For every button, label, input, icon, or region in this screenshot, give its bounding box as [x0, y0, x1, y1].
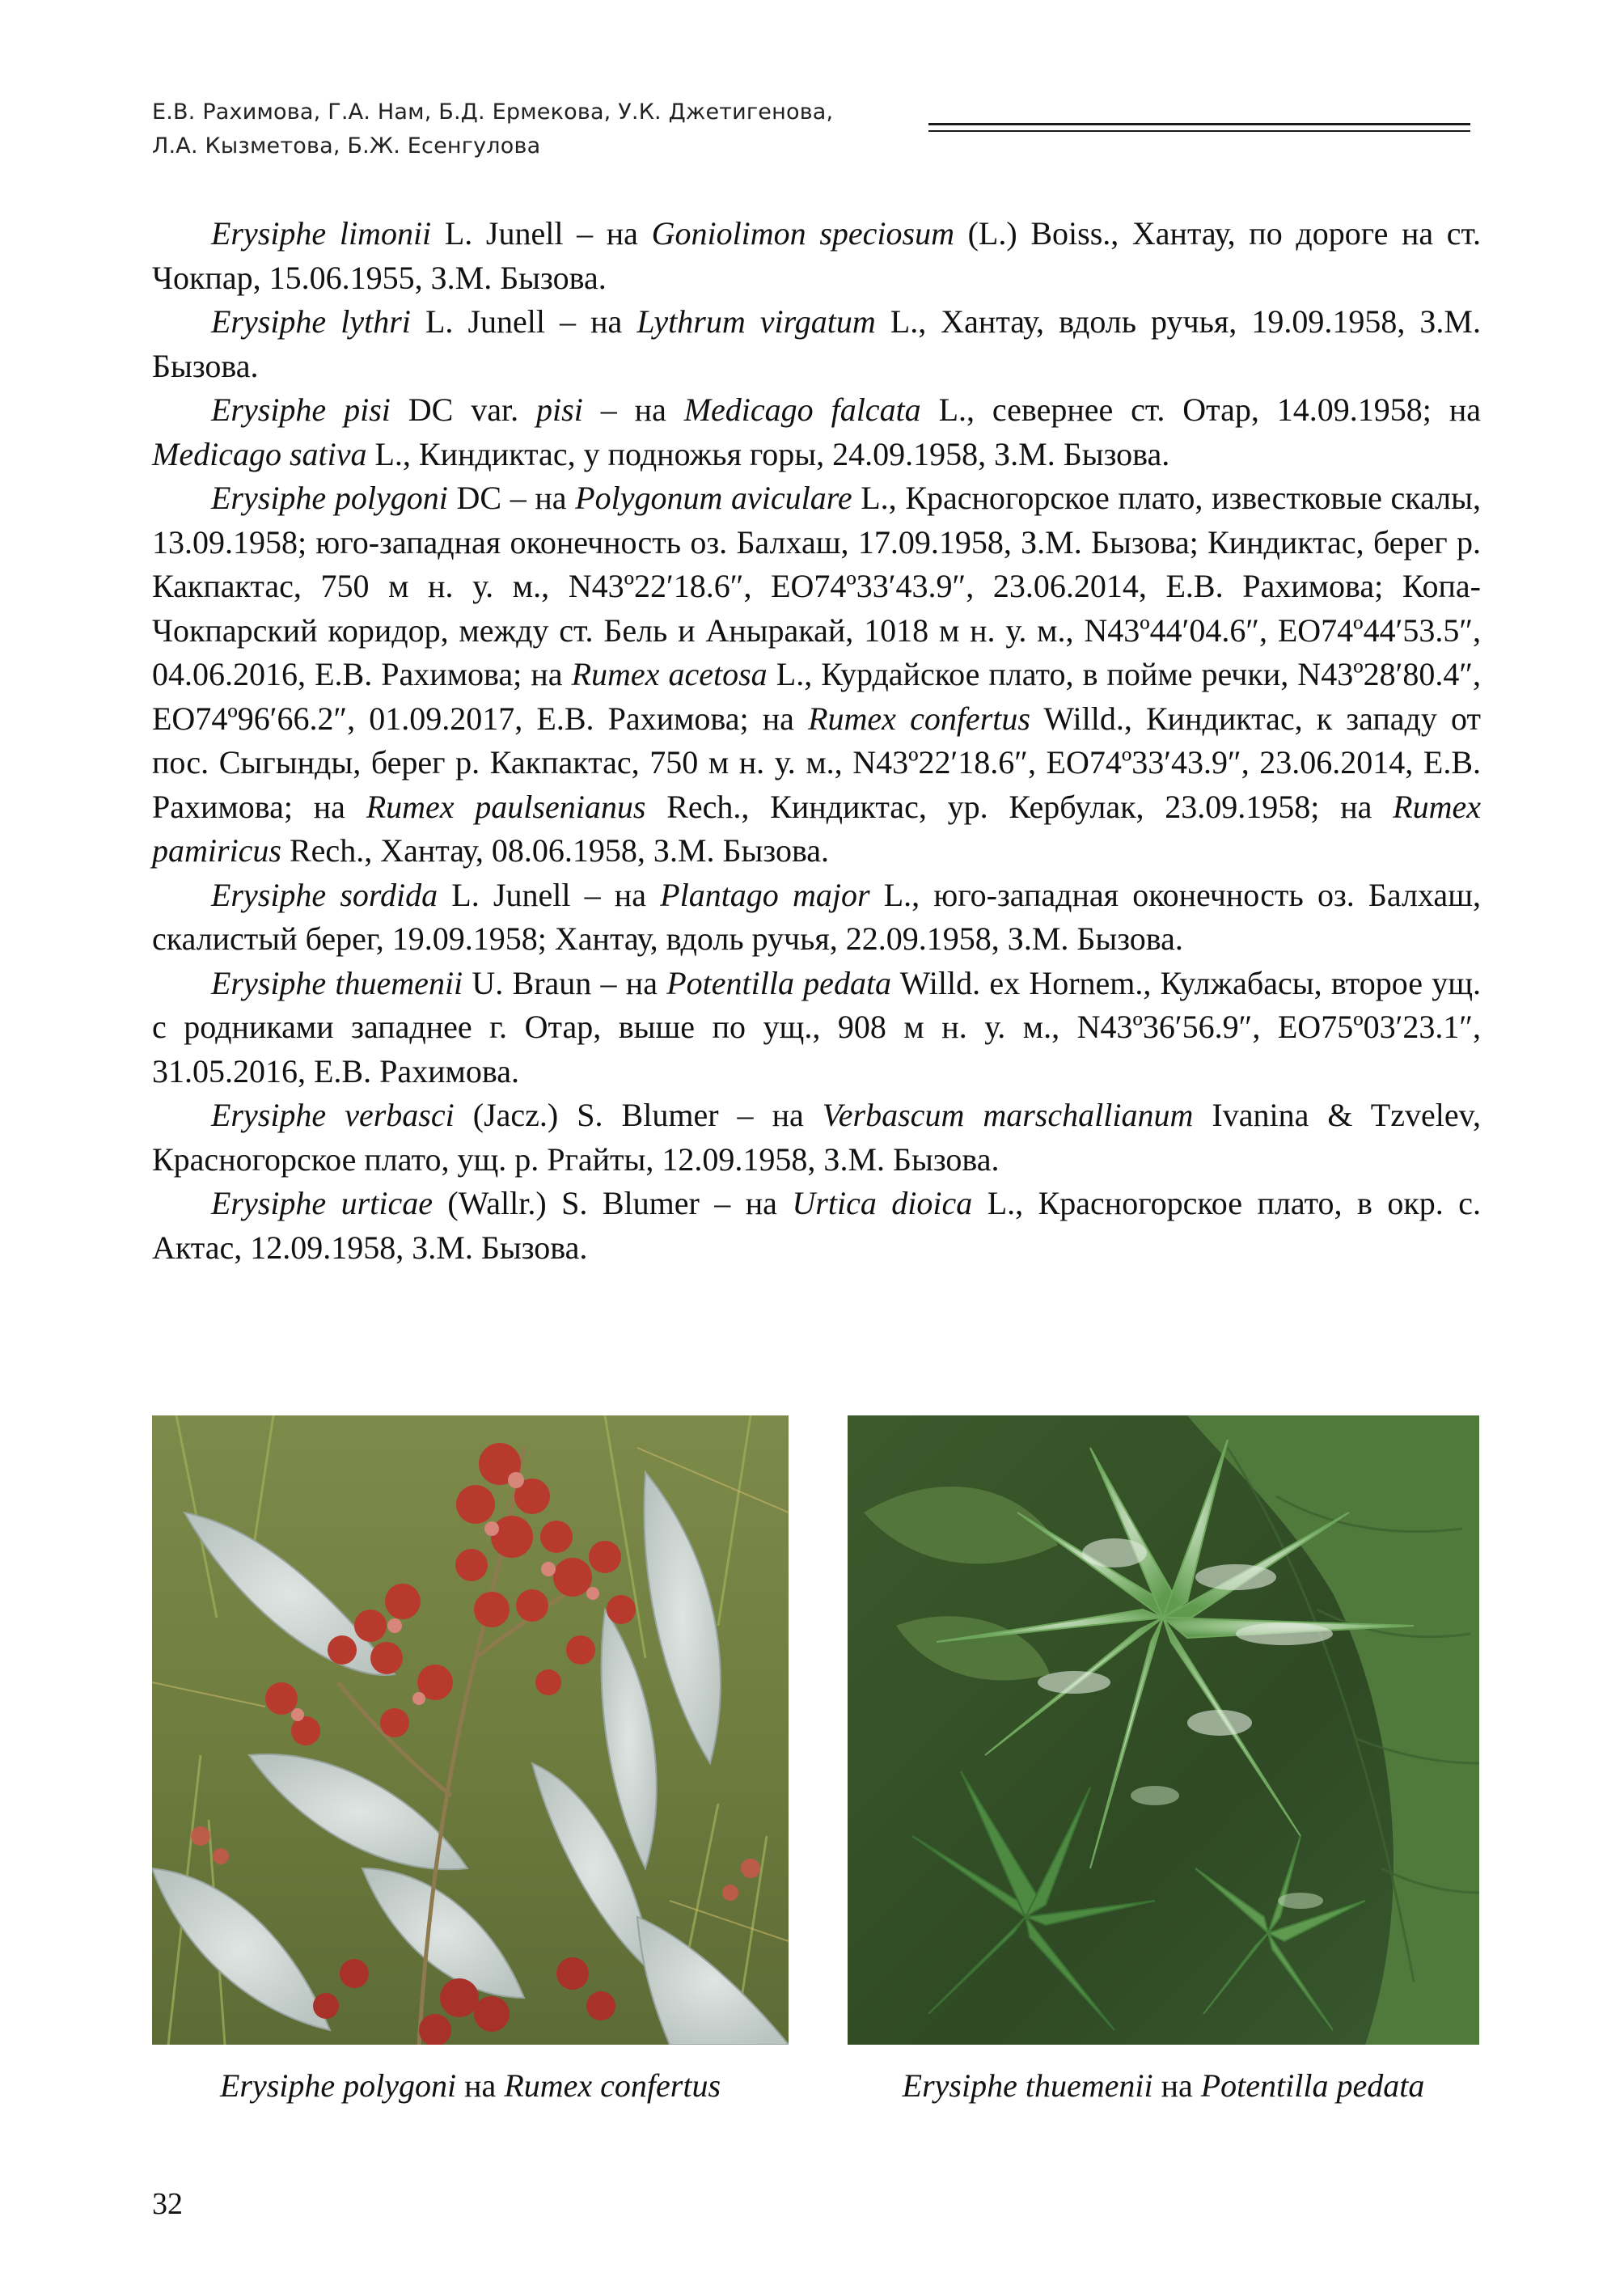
- variety-name: pisi: [536, 391, 583, 428]
- paragraph-erysiphe-thuemenii: [152, 962, 1481, 1094]
- species-author: L. Junell – на: [438, 876, 661, 913]
- photo-potentilla-pedata: [848, 1415, 1479, 2045]
- host-name: Polygonum aviculare: [575, 480, 852, 516]
- paragraph-erysiphe-polygoni: [152, 476, 1481, 874]
- caption-host: Potentilla pedata: [1200, 2067, 1425, 2104]
- header-rule-thick: [928, 123, 1470, 125]
- record-details-3: Willd., Киндиктас, к западу от пос. Сыгынды, берег р. Какпактас, 750 м н. у. м., N43º22′18.6″, EO74º33′43.9″, 23.06.2014, Е.В. Рахимова; на: [152, 700, 1481, 825]
- species-name: Erysiphe pisi: [211, 391, 391, 428]
- species-author-2: – на: [582, 391, 684, 428]
- host-name: Goniolimon speciosum: [651, 215, 954, 252]
- record-details: (L.) Boiss., Хантау, по дороге на ст. Чокпар, 15.06.1955, З.М. Бызова.: [152, 215, 1482, 296]
- record-details: L., юго-западная оконечность оз. Балхаш, скалистый берег, 19.09.1958; Хантау, вдоль ручья, 22.09.1958, З.М. Бызова.: [152, 876, 1481, 957]
- host-name-4: Rumex paulsenianus: [366, 788, 646, 825]
- species-author: DC – на: [447, 480, 576, 516]
- species-author: (Wallr.) S. Blumer – на: [432, 1185, 793, 1221]
- host-name: Lythrum virgatum: [636, 303, 876, 340]
- record-details: Ivanina & Tzvelev, Красногорское плато, ущ. р. Ргайты, 12.09.1958, З.М. Бызова.: [152, 1097, 1482, 1178]
- species-author: (Jacz.) S. Blumer – на: [454, 1097, 823, 1133]
- species-name: Erysiphe limonii: [211, 215, 432, 252]
- record-details: L., Красногорское плато, в окр. с. Актас, 12.09.1958, З.М. Бызова.: [152, 1185, 1481, 1266]
- species-author: DC var.: [390, 391, 537, 428]
- species-name: Erysiphe sordida: [211, 876, 438, 913]
- page-number: 32: [152, 2187, 183, 2221]
- record-details-2: L., Курдайское плато, в пойме речки, N43º28′80.4″, EO74º96′66.2″, 01.09.2017, Е.В. Рахимова; на: [152, 656, 1482, 737]
- caption-species: Erysiphe thuemenii: [902, 2067, 1153, 2104]
- record-details-2: L., Киндиктас, у подножья горы, 24.09.1958, З.М. Бызова.: [366, 435, 1170, 472]
- page-header: [152, 95, 1478, 168]
- authors-line-1: Е.В. Рахимова, Г.А. Нам, Б.Д. Ермекова, У.К. Джетигенова,: [152, 99, 834, 125]
- species-name: Erysiphe thuemenii: [211, 964, 463, 1001]
- paragraph-erysiphe-pisi: [152, 388, 1481, 476]
- caption-connector: на: [456, 2067, 505, 2104]
- record-details: L., Хантау, вдоль ручья, 19.09.1958, З.М. Бызова.: [152, 303, 1482, 384]
- host-name-5: Rumex pamiricus: [152, 788, 1481, 869]
- host-name-2: Medicago sativa: [152, 435, 367, 472]
- paragraph-erysiphe-lythri: [152, 300, 1481, 388]
- caption-host: Rumex confertus: [504, 2067, 721, 2104]
- record-details: L., Красногорское плато, известковые скалы, 13.09.1958; юго-западная оконечность оз. Балхаш, 17.09.1958, З.М. Бызова; Киндиктас, берег р. Какпактас, 750 м н. у. м., N43º22′18.6″, EO74º33′43.9″, 23.06.2014, Е.В. Рахимова; Копа-Чокпарский коридор, между ст. Бель и Аныракай, 1018 м н. у. м., N43º44′04.6″, EO74º44′53.5″, 04.06.2016, Е.В. Рахимова; на: [152, 480, 1482, 692]
- record-details-5: Rech., Хантау, 08.06.1958, З.М. Бызова.: [281, 832, 830, 869]
- species-author: L. Junell – на: [431, 215, 652, 252]
- host-name: Medicago falcata: [683, 391, 921, 428]
- host-name: Verbascum marschallianum: [822, 1097, 1194, 1133]
- record-details: L., севернее ст. Отар, 14.09.1958; на: [920, 391, 1481, 428]
- caption-species: Erysiphe polygoni: [219, 2067, 457, 2104]
- paragraph-erysiphe-verbasci: [152, 1094, 1481, 1182]
- paragraph-erysiphe-sordida: [152, 874, 1481, 962]
- header-rule-thin: [928, 130, 1470, 132]
- host-name-3: Rumex confertus: [808, 700, 1030, 737]
- species-name: Erysiphe lythri: [211, 303, 411, 340]
- species-name: Erysiphe polygoni: [211, 480, 448, 516]
- figure-caption-left: [152, 2064, 789, 2108]
- host-name: Urtica dioica: [792, 1185, 973, 1221]
- caption-connector: на: [1152, 2067, 1201, 2104]
- host-name-2: Rumex acetosa: [571, 656, 768, 692]
- record-details: Willd. ex Hornem., Кулжабасы, второе ущ. с родниками западнее г. Отар, выше по ущ., 908 м н. у. м., N43º36′56.9″, EO75º03′23.1″, 31.05.2016, Е.В. Рахимова.: [152, 964, 1482, 1089]
- species-name: Erysiphe urticae: [211, 1185, 433, 1221]
- authors-line-2: Л.А. Кызметова, Б.Ж. Есенгулова: [152, 133, 541, 159]
- photo-rumex-confertus: [152, 1415, 789, 2045]
- running-head-authors: [152, 95, 833, 163]
- host-name: Plantago major: [660, 876, 870, 913]
- article-body: [152, 212, 1481, 1270]
- figure-caption-right: [848, 2064, 1479, 2108]
- species-author: U. Braun – на: [463, 964, 667, 1001]
- paragraph-erysiphe-urticae: [152, 1182, 1481, 1270]
- record-details-4: Rech., Киндиктас, ур. Кербулак, 23.09.1958; на: [645, 788, 1394, 825]
- paragraph-erysiphe-limonii: [152, 212, 1481, 300]
- species-author: L. Junell – на: [410, 303, 637, 340]
- host-name: Potentilla pedata: [666, 964, 892, 1001]
- species-name: Erysiphe verbasci: [211, 1097, 455, 1133]
